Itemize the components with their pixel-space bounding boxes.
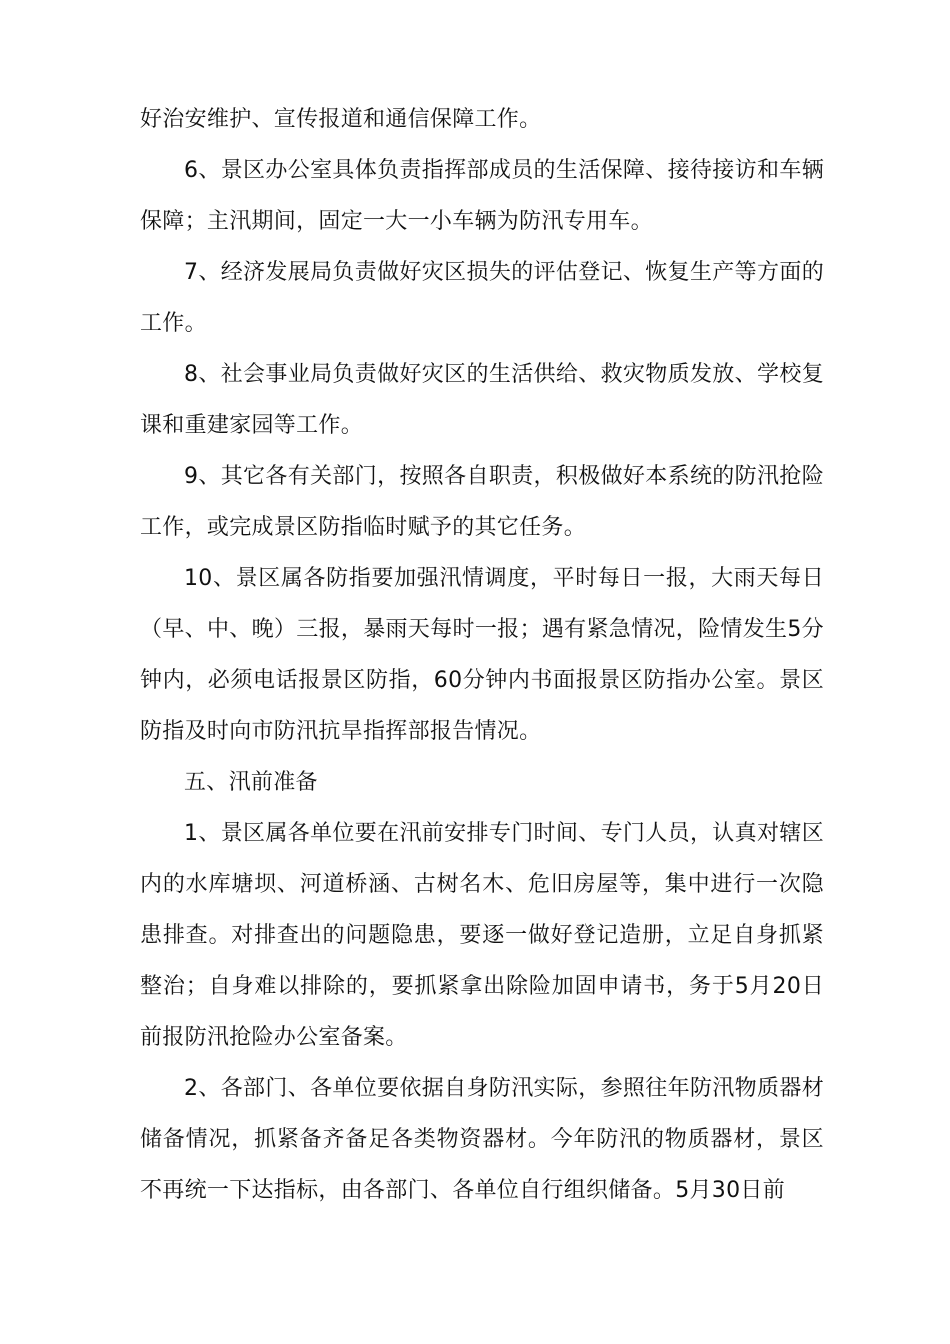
paragraph-item-8: 8、社会事业局负责做好灾区的生活供给、救灾物质发放、学校复课和重建家园等工作。 xyxy=(140,362,824,438)
paragraph-prep-2: 2、各部门、各单位要依据自身防汛实际，参照往年防汛物质器材储备情况，抓紧备齐备足各类物资器材。今年防汛的物质器材，景区不再统一下达指标，由各部门、各单位自行组织储备。5月30日前 xyxy=(140,1076,824,1203)
paragraph-continuation: 好治安维护、宣传报道和通信保障工作。 xyxy=(140,107,542,132)
paragraph-item-6: 6、景区办公室具体负责指挥部成员的生活保障、接待接访和车辆保障；主汛期间，固定一大一小车辆为防汛专用车。 xyxy=(140,158,824,234)
paragraph-item-10: 10、景区属各防指要加强汛情调度，平时每日一报，大雨天每日（早、中、晚）三报，暴雨天每时一报；遇有紧急情况，险情发生5分钟内，必须电话报景区防指，60分钟内书面报景区防指办公室。景区防指及时向市防汛抗旱指挥部报告情况。 xyxy=(140,566,824,744)
paragraph-prep-1: 1、景区属各单位要在汛前安排专门时间、专门人员，认真对辖区内的水库塘坝、河道桥涵、古树名木、危旧房屋等，集中进行一次隐患排查。对排查出的问题隐患，要逐一做好登记造册，立足自身抓紧整治；自身难以排除的，要抓紧拿出除险加固申请书，务于5月20日前报防汛抢险办公室备案。 xyxy=(140,821,824,1050)
paragraph-item-9: 9、其它各有关部门，按照各自职责，积极做好本系统的防汛抢险工作，或完成景区防指临时赋予的其它任务。 xyxy=(140,464,824,540)
paragraph-item-7: 7、经济发展局负责做好灾区损失的评估登记、恢复生产等方面的工作。 xyxy=(140,260,824,336)
document-body xyxy=(140,94,824,1216)
section-heading-5: 五、汛前准备 xyxy=(184,770,318,795)
